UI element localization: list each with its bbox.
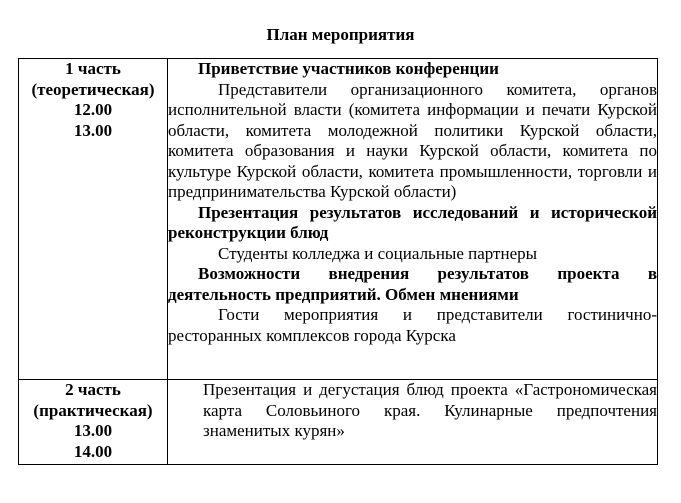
page-title: План мероприятия <box>266 25 415 44</box>
table-row <box>19 59 658 380</box>
part-kind: (теоретическая) <box>31 79 155 99</box>
event-plan-table <box>18 58 658 465</box>
section-heading: Презентация результатов исследований и исторической реконструкции блюд <box>168 202 657 242</box>
section-body: Студенты колледжа и социальные партнеры <box>218 243 538 263</box>
content-cell <box>168 59 658 380</box>
part-label: 2 часть <box>65 380 121 399</box>
section-body: Презентация и дегустация блюд проекта «Гастрономическая карта Соловьиного края. Кулинарные предпочтения знаменитых курян» <box>203 380 657 440</box>
section-heading: Возможности внедрения результатов проекта в деятельность предприятий. Обмен мнениями <box>168 264 657 304</box>
section-heading: Приветствие участников конференции <box>198 59 499 78</box>
part-label: 1 часть <box>65 59 121 78</box>
time-end: 13.00 <box>73 120 113 140</box>
time-start: 13.00 <box>73 421 113 440</box>
section-body: Гости мероприятия и представители гостинично-ресторанных комплексов города Курска <box>168 305 657 345</box>
section-body: Представители организационного комитета, органов исполнительной власти (комитета информации и печати Курской области, комитета молодежной политики Курской области, комитета образования и науки Курской области, комитета по культуре Курской области, комитета промышленности, торговли и предпринимательства Курской области) <box>168 79 657 201</box>
table-row <box>19 380 658 465</box>
part-cell <box>19 380 168 465</box>
time-end: 14.00 <box>73 441 113 461</box>
content-cell <box>168 380 658 465</box>
part-cell <box>19 59 168 380</box>
time-start: 12.00 <box>73 100 113 119</box>
part-kind: (практическая) <box>33 400 153 420</box>
